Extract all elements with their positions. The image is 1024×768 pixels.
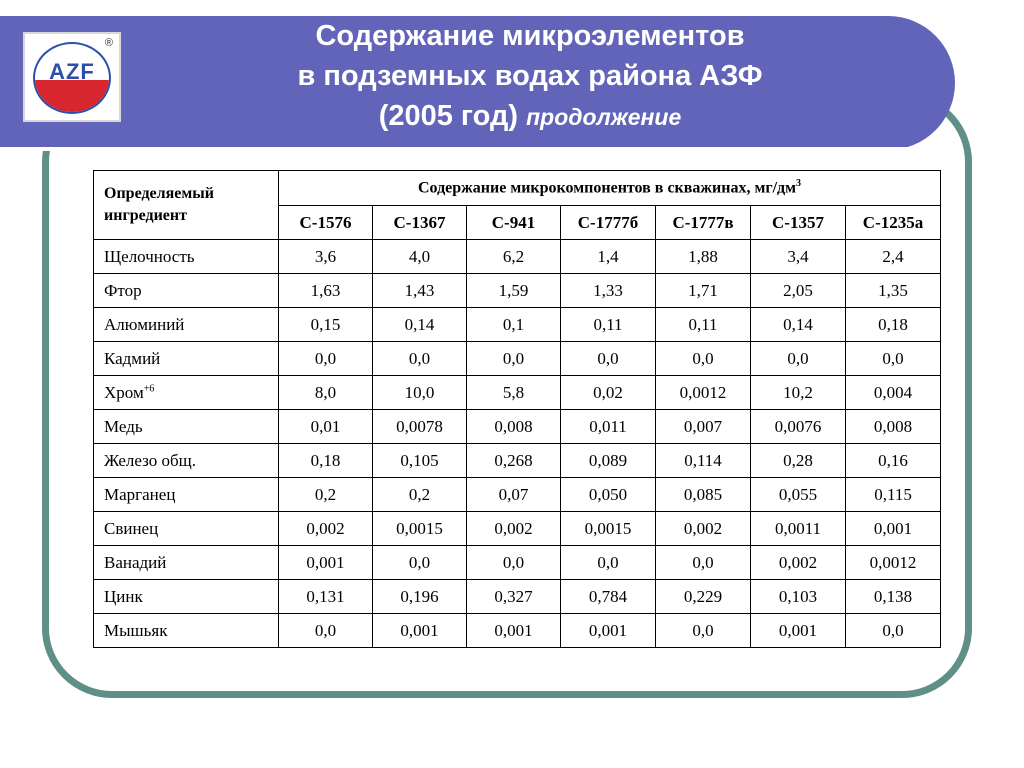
- header-row-group: [94, 171, 941, 206]
- value-cell: 10,0: [373, 376, 467, 410]
- title-line-3: [140, 96, 920, 137]
- value-cell: 0,0: [279, 614, 373, 648]
- value-cell: 1,88: [656, 240, 751, 274]
- title-underline: [0, 147, 908, 151]
- value-cell: 0,01: [279, 410, 373, 444]
- value-cell: 0,001: [561, 614, 656, 648]
- value-cell: 0,0: [373, 342, 467, 376]
- ingredient-label: [94, 240, 279, 274]
- value-cell: 0,1: [467, 308, 561, 342]
- value-cell: 0,008: [846, 410, 941, 444]
- group-header-text: Содержание микрокомпонентов в скважинах, мг/дм: [417, 179, 797, 197]
- value-cell: 0,0: [467, 342, 561, 376]
- value-cell: 0,0: [656, 342, 751, 376]
- value-cell: 0,14: [373, 308, 467, 342]
- logo-text: AZF: [49, 59, 95, 84]
- value-cell: 0,004: [846, 376, 941, 410]
- value-cell: 0,0012: [656, 376, 751, 410]
- value-cell: 6,2: [467, 240, 561, 274]
- ingredient-name: Марганец: [104, 484, 176, 504]
- value-cell: 0,327: [467, 580, 561, 614]
- value-cell: 0,07: [467, 478, 561, 512]
- value-cell: 0,138: [846, 580, 941, 614]
- table-row: [94, 580, 941, 614]
- value-cell: 0,0: [846, 342, 941, 376]
- ingredient-name: Железо общ.: [104, 450, 197, 470]
- value-cell: 0,02: [561, 376, 656, 410]
- well-column-header: С-1235а: [846, 206, 941, 240]
- title-line-2: в подземных водах района АЗФ: [297, 60, 763, 92]
- value-cell: 1,33: [561, 274, 656, 308]
- value-cell: 0,0: [656, 546, 751, 580]
- value-cell: 0,001: [751, 614, 846, 648]
- value-cell: 2,4: [846, 240, 941, 274]
- title-line-1: Содержание микроэлементов: [315, 20, 745, 52]
- ingredient-name: Кадмий: [104, 348, 161, 368]
- value-cell: 0,11: [561, 308, 656, 342]
- ingredient-label: [94, 478, 279, 512]
- value-cell: 0,0015: [373, 512, 467, 546]
- value-cell: 0,784: [561, 580, 656, 614]
- value-cell: 0,18: [846, 308, 941, 342]
- value-cell: 0,002: [751, 546, 846, 580]
- ingredient-name: Алюминий: [104, 314, 185, 334]
- value-cell: 2,05: [751, 274, 846, 308]
- ingredient-label: [94, 376, 279, 410]
- value-cell: 0,14: [751, 308, 846, 342]
- table-row: [94, 240, 941, 274]
- table-row: [94, 444, 941, 478]
- ingredient-name: Медь: [104, 416, 143, 436]
- value-cell: 0,011: [561, 410, 656, 444]
- value-cell: 0,105: [373, 444, 467, 478]
- ingredient-label: [94, 546, 279, 580]
- value-cell: 0,114: [656, 444, 751, 478]
- value-cell: 0,001: [373, 614, 467, 648]
- well-column-header: С-1367: [373, 206, 467, 240]
- value-cell: 0,28: [751, 444, 846, 478]
- value-cell: 0,0: [467, 546, 561, 580]
- value-cell: 0,268: [467, 444, 561, 478]
- microelements-table: [93, 170, 941, 648]
- value-cell: 0,001: [846, 512, 941, 546]
- value-cell: 0,002: [279, 512, 373, 546]
- ingredient-label: [94, 308, 279, 342]
- azf-logo: [23, 32, 121, 122]
- ingredient-label: [94, 580, 279, 614]
- value-cell: 0,0: [656, 614, 751, 648]
- value-cell: 0,0076: [751, 410, 846, 444]
- value-cell: 0,11: [656, 308, 751, 342]
- value-cell: 0,103: [751, 580, 846, 614]
- group-header-sup: 3: [796, 178, 802, 190]
- value-cell: 3,6: [279, 240, 373, 274]
- value-cell: 5,8: [467, 376, 561, 410]
- title-subtitle: продолжение: [526, 104, 682, 130]
- ingredient-name: Цинк: [104, 586, 143, 606]
- table-row: [94, 512, 941, 546]
- value-cell: 0,0: [561, 342, 656, 376]
- table-row: [94, 376, 941, 410]
- value-cell: 0,089: [561, 444, 656, 478]
- value-cell: 0,0011: [751, 512, 846, 546]
- value-cell: 0,050: [561, 478, 656, 512]
- value-cell: 0,085: [656, 478, 751, 512]
- ingredient-label: [94, 614, 279, 648]
- value-cell: 1,4: [561, 240, 656, 274]
- ingredient-name: Ванадий: [104, 552, 167, 572]
- table-row: [94, 308, 941, 342]
- value-cell: 0,008: [467, 410, 561, 444]
- ingredient-name: Фтор: [104, 280, 142, 300]
- value-cell: 0,002: [656, 512, 751, 546]
- well-column-header: С-1777б: [561, 206, 656, 240]
- value-cell: 8,0: [279, 376, 373, 410]
- table-row: [94, 410, 941, 444]
- value-cell: 0,196: [373, 580, 467, 614]
- ingredient-name: Хром: [104, 382, 144, 402]
- ingredient-label: [94, 274, 279, 308]
- ingredient-label: [94, 444, 279, 478]
- ingredient-label: [94, 410, 279, 444]
- well-column-header: С-1357: [751, 206, 846, 240]
- ingredient-label-sup: +6: [143, 382, 155, 394]
- value-cell: 0,16: [846, 444, 941, 478]
- value-cell: 0,18: [279, 444, 373, 478]
- table-row: [94, 342, 941, 376]
- logo-disc: [33, 42, 111, 114]
- well-column-header: С-1576: [279, 206, 373, 240]
- value-cell: 0,115: [846, 478, 941, 512]
- value-cell: 0,001: [467, 614, 561, 648]
- value-cell: 0,0: [751, 342, 846, 376]
- value-cell: 1,59: [467, 274, 561, 308]
- registered-mark: ®: [104, 37, 113, 49]
- value-cell: 0,0: [279, 342, 373, 376]
- ingredient-name: Щелочность: [104, 246, 195, 266]
- well-column-header: С-1777в: [656, 206, 751, 240]
- value-cell: 0,0: [846, 614, 941, 648]
- value-cell: 0,0078: [373, 410, 467, 444]
- table-body: [94, 240, 941, 648]
- ingredient-label: [94, 512, 279, 546]
- value-cell: 1,35: [846, 274, 941, 308]
- table-row: [94, 614, 941, 648]
- value-cell: 4,0: [373, 240, 467, 274]
- ingredient-header: Определяемый ингредиент: [94, 171, 279, 240]
- value-cell: 0,007: [656, 410, 751, 444]
- value-cell: 0,002: [467, 512, 561, 546]
- value-cell: 10,2: [751, 376, 846, 410]
- table-row: [94, 546, 941, 580]
- title-year: (2005 год): [378, 100, 519, 132]
- value-cell: 0,0: [561, 546, 656, 580]
- value-cell: 0,2: [279, 478, 373, 512]
- value-cell: 3,4: [751, 240, 846, 274]
- value-cell: 0,0: [373, 546, 467, 580]
- value-cell: 1,71: [656, 274, 751, 308]
- value-cell: 1,43: [373, 274, 467, 308]
- ingredient-name: Свинец: [104, 518, 159, 538]
- ingredient-label: [94, 342, 279, 376]
- value-cell: 0,055: [751, 478, 846, 512]
- value-cell: 0,15: [279, 308, 373, 342]
- content-group-header: [279, 171, 941, 206]
- table-row: [94, 478, 941, 512]
- logo-red-half: [35, 80, 109, 114]
- ingredient-name: Мышьяк: [104, 620, 168, 640]
- value-cell: 0,229: [656, 580, 751, 614]
- table-row: [94, 274, 941, 308]
- value-cell: 0,2: [373, 478, 467, 512]
- well-column-header: С-941: [467, 206, 561, 240]
- value-cell: 1,63: [279, 274, 373, 308]
- value-cell: 0,0015: [561, 512, 656, 546]
- page-title: [140, 16, 920, 137]
- value-cell: 0,001: [279, 546, 373, 580]
- value-cell: 0,131: [279, 580, 373, 614]
- value-cell: 0,0012: [846, 546, 941, 580]
